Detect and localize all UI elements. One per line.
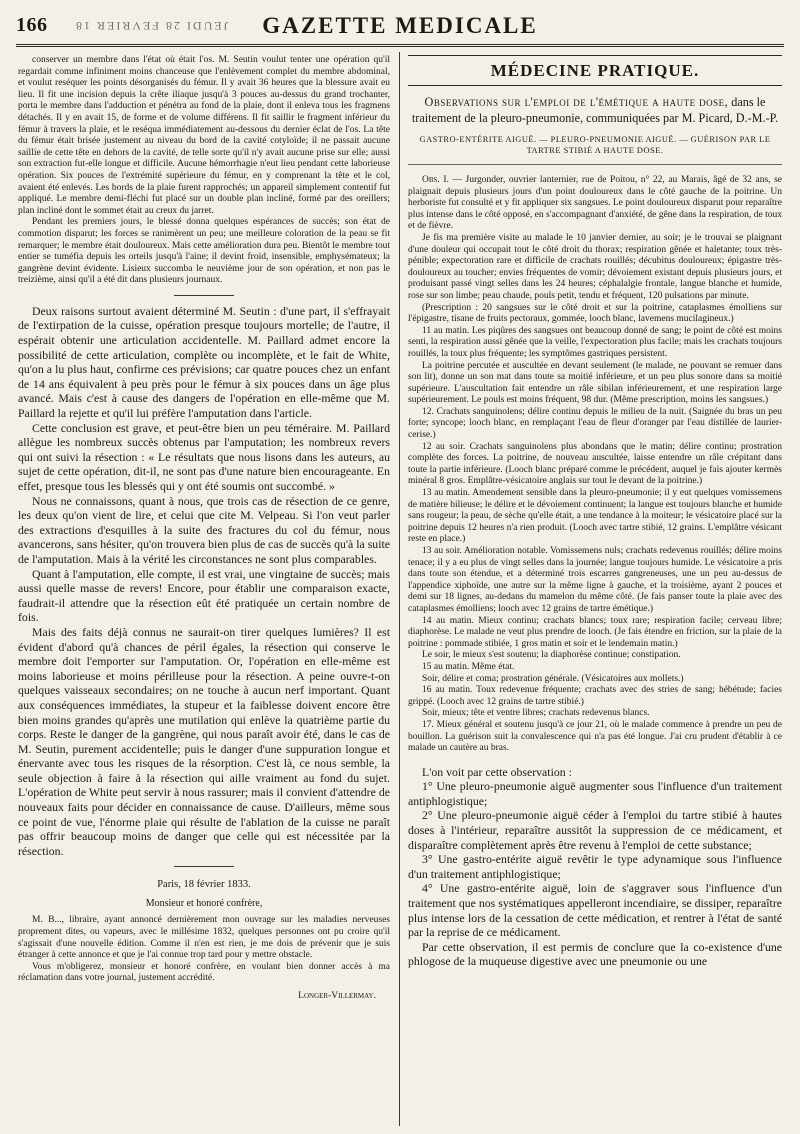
letter-date: Paris, 18 février 1833. <box>157 879 251 891</box>
column-divider <box>399 52 400 1126</box>
observation-paragraph: Soir, délire et coma; prostration générale. (Vésicatoires aux mollets.) <box>422 673 684 684</box>
right-column <box>408 55 782 1125</box>
masthead: GAZETTE MEDICALE <box>262 13 538 38</box>
observation-paragraph: 15 au matin. Même état. <box>422 661 515 672</box>
observation-paragraph: 11 au matin. Les piqûres des sangsues ont beaucoup donné de sang; le point de côté est moins senti, la respiration aussi gênée que la veille, l'expectoration plus facile; mais les crachats toujours rouillés, la toux plus fréquente; les symptômes gastriques persistent. <box>408 325 782 359</box>
page-header <box>16 10 784 44</box>
case-paragraph: conserver un membre dans l'état où était l'os. M. Seutin voulut tenter une opération qu'il regardait comme infiniment moins chanceuse que l'enlèvement complet du membre abdominal, et voulut reséquer les points désorganisés du fémur. Il y avait 36 heures que la blessure avait eu lieu. Il fit une incision depuis la crête iliaque jusqu'à 3 pouces au-dessus du grand trochanter, porta le membre dans l'adduction et pénétra au fond de la plaie, dont il enleva tous les fragmens détachés. Il y en avait 15, de forme et de volume différens. Il fit saillir le fragment inférieur du fémur à travers la plaie, et le reséqua immédiatement au-dessous du dernier éclat de l'os. La tête du fémur était brisée justement au niveau du bord de la cavité cotyloïde; il ne passait aucune saillie de cette tête en dehors de la cavité, de telle sorte qu'il n'y avait aucune prise sur elle; aussi son extraction fut-elle longue et difficile. Aucune hémorrhagie n'eut lieu pendant cette laborieuse opération. Six pouces de l'extrémité supérieure du fémur, en y comprenant la tête et le col, avaient été enlevés. Les bords de la plaie furent rapprochés; un appareil simplement contentif fut appliqué. Le membre demi-fléchi fut placé sur un double plan incliné, formé par des oreillers; plan incliné dont le sommet était au creux du jarret. <box>18 55 390 216</box>
conclusion-item: 2° Une pleuro-pneumonie aiguë céder à l'emploi du tartre stibié à hautes doses à l'intérieur, reparaître aussitôt la suppression de ce médicament, et disparaître complètement après être revenu à l'emploi de cette substance; <box>408 808 782 852</box>
observation-paragraph: 13 au matin. Amendement sensible dans la pleuro-pneumonie; il y eut quelques vomissemens de matière bilieuse; le délire et le dévoiement continuent; la langue est toujours blanche et humide sans rougeur; la peau, de sèche qu'elle était, a une tendance à la moiteur; le vésicatoire placé sur la poitrine depuis 12 heures n'a rien produit. (Looch avec tartre stibié, 12 grains. L'emplâtre vésicant reste en place.) <box>408 488 782 545</box>
observation-paragraph: Je fis ma première visite au malade le 10 janvier dernier, au soir; je le trouvai se plaignant d'une douleur qui occupait tout le côté droit du thorax; respiration gênée et haletante; toux très-pénible; expectoration rare et difficile de crachats rouillés; décubitus douloureux; épigastre très-douloureux au toucher; envies fréquentes de vomir; dévoiement existant depuis plusieurs jours, et produisant passé vingt selles dans les 24 heures; céphalalgie frontale, langue blanche et humide, rose sur son limbe; peau chaude, pouls petit, tendu et fréquent, 120 pulsations par minute. <box>408 232 782 301</box>
observation-paragraph: 17. Mieux général et soutenu jusqu'à ce jour 21, où le malade commence à prendre un peu de bouillon. La guérison suit la convalescence qui n'a pas été longue. J'ai cru prudent d'établir à ce malade un cautère au bras. <box>408 719 782 754</box>
commentary-paragraph: Mais des faits déjà connus ne saurait-on tirer quelques lumières? Il est évident d'abord qu'à chances de péril égales, la résection qui conserve le membre doit l'emporter sur l'amputation. Or, l'opération en elle-même est moins laborieuse et moins périlleuse pour la résection. A peine ouvre-t-on quelques vaisseaux secondaires; on ne touche à aucun nerf important. Quant aux conséquences immédiates, la stupeur et la faiblesse doivent encore être bien moins grandes qu'après une mutilation qui enlève la quatrième partie du corps. Reste le danger de la gangrène, qui nous paraît avoir été, dans le cas de M. Seutin, purement accidentelle; puis le danger d'une suppuration longue et énervante avec tous les risques de la résorption. C'est là, ce nous semble, la seule objection à faire à la résection qui aille vraiment au fond du sujet. L'opération de White peut servir à nous rassurer; mais il convient d'attendre de nouveaux faits pour décider en connaissance de cause. D'ailleurs, même sous ce point de vue, l'énorme plaie qui résulte de l'ablation de la cuisse ne paraît pas offrir beaucoup moins de danger que celle qui est nécessitée par la résection. <box>18 624 390 858</box>
article-title-rest: dans le traitement de la pleuro-pneumonie, communiquées par M. Picard, D.-M.-P. <box>411 95 779 125</box>
page-number: 166 <box>16 14 48 36</box>
case-paragraph: Pendant les premiers jours, le blessé donna quelques espérances de succès; son état de commotion disparut; les forces se ranimèrent un peu; une meilleure coloration de la peau se fit remarquer; le membre était douloureux. Mais cette amélioration dura peu. Bientôt le membre tout entier se tuméfia depuis les orteils jusqu'à l'aine; il devint froid, insensible, emphysémateux; la gangrène devint évidente. Lisieux succomba le neuvième jour de son opération, et non pas le treizième, ainsi qu'il a été dit dans plusieurs journaux. <box>18 217 390 286</box>
letter-salutation: Monsieur et honoré confrère, <box>145 898 263 910</box>
observation-paragraph: Le soir, le mieux s'est soutenu; la diaphorèse continue; constipation. <box>422 650 681 661</box>
commentary-paragraph: Cette conclusion est grave, et peut-être bien un peu téméraire. M. Paillard allègue les nombreux succès obtenus par l'amputation; les nombreux revers qui ont suivi la résection : « Le résultats que nous lisons dans les auteurs, au sujet de cette opération, dit-il, ne sont pas d'une nature bien encourageante. En effet, presque tous les blessés qui y ont été soumis ont succombé. » <box>18 420 390 493</box>
observation-paragraph: 13 au soir. Amélioration notable. Vomissemens nuls; crachats redevenus rouillés; délire moins tenace; il y a eu plus de vingt selles dans la journée; langue toujours humide. Le vésicatoire a pris dans toute son étendue, et a déterminé trois escarres gangreneuses, une un peu au-dessus de l'appendice xiphoïde, une autre sur la même ligne à gauche, et la troisième, ayant 2 pouces et demi sur 18 lignes, au-dedans du mamelon du même côté. (Je fais panser toute la plaie avec des cataplasmes émolliens; looch avec 12 grains de tartre émétique.) <box>408 546 782 614</box>
conclusion-item: 3° Une gastro-entérite aiguë revêtir le type adynamique sous l'influence d'un traitement antiphlogistique; <box>408 852 782 881</box>
letter-paragraph: M. B..., libraire, ayant annoncé dernièrement mon ouvrage sur les maladies nerveuses proprement dites, ou vapeurs, avec le millésime 1832, quelques personnes ont pu croire qu'il s'agissait d'une nouvelle édition. Comme il n'en est rien, je me dois de prévenir que je suis étranger à cette annonce et que je l'ai connue trop tard pour y mettre obstacle. <box>18 915 390 961</box>
commentary-paragraph: Quant à l'amputation, elle compte, il est vrai, une vingtaine de succès; mais aussi quelle masse de revers! Encore, pour établir une comparaison exacte, faudrait-il attendre que la résection eût été pratiquée un certain nombre de fois. <box>18 566 390 625</box>
conclusion-item: 4° Une gastro-entérite aiguë, loin de s'aggraver sous l'influence d'un traitement que nos systématiques appelleront incendiaire, se dissiper, reparaître plus intense lors de la cessation de cette médication, et rentrer à l'état de santé par la reprise de ce médicament. <box>408 881 782 940</box>
observation-paragraph: 12 au soir. Crachats sanguinolens plus abondans que le matin; délire continu; prostration complète des forces. La poitrine, de nouveau auscultée, laisse entendre un râle crépitant dans toute la partie inférieure. (Looch blanc préparé comme le précédent, auquel je fais ajouter kermès minéral 8 gros. Emplâtre-vésicatoire anglais sur tout le devant de la poitrine.) <box>408 441 782 487</box>
running-date-bleed: JEUDI 28 FEVRIER 18 <box>74 19 229 33</box>
observation-paragraph: Soir, mieux; tête et ventre libres; crachats redevenus blancs. <box>422 708 650 719</box>
observation-label: Obs. I. <box>422 175 449 185</box>
commentary-paragraph: Nous ne connaissons, quant à nous, que trois cas de résection de ce genre, les deux qu'on vient de lire, et celui que cite M. Velpeau. Si l'on veut parler des extractions d'esquilles à la suite des fractures du col du fémur, nous avancerons, sans hésiter, qu'on trouvera bien plus de cas de succès qu'à la suite de l'amputation. Mais à la vérité les circonstances ne sont plus comparables. <box>18 493 390 566</box>
conclusion-item: 1° Une pleuro-pneumonie aiguë augmenter sous l'influence d'un traitement antiphlogistique; <box>408 779 782 808</box>
left-column <box>18 55 390 1125</box>
observation-paragraph: 12. Crachats sanguinolens; délire continu depuis le milieu de la nuit. (Saignée du bras un peu forte; syncope; looch blanc, en remplaçant l'eau de fleur d'oranger par l'eau distillée de laurier-cerise.) <box>408 406 782 441</box>
header-rule <box>16 44 784 47</box>
article-title-caps: Observations sur l'emploi de l'émétique a haute dose, <box>424 95 729 109</box>
observation-paragraph: 14 au matin. Mieux continu; crachats blancs; toux rare; respiration facile; cerveau libre; diaphorèse. Le malade ne veut plus prendre de looch. (Je fais étendre en friction, sur la plaie de la poitrine : pommade stibiée, 1 gros matin et soir et le lendemain matin.) <box>408 615 782 649</box>
observation-paragraph: 16 au matin. Toux redevenue fréquente; crachats avec des stries de sang; hébétude; facies grippé. (Looch avec 12 grains de tartre stibié.) <box>408 685 782 707</box>
article-subtitle: GASTRO-ENTÉRITE AIGUË. — PLEURO-PNEUMONIE AIGUË. — GUÉRISON PAR LE TARTRE STIBIÉ A HAUTE DOSE. <box>408 134 782 165</box>
commentary-paragraph: Deux raisons surtout avaient déterminé M. Seutin : d'une part, il s'effrayait de l'extirpation de la cuisse, opération presque toujours mortelle; de l'autre, il espérait obtenir une articulation accidentelle. M. Paillard admet encore la possibilité de cette articulation, complète ou incomplète, et le fait de White, qu'on a lu plus haut, confirme ces prévisions; car quatre pouces chez un enfant de 14 ans équivalent à peu près pour le fémur à six pouces dans un âge plus avancé. Mais c'est à cause des dangers de l'opération en elle-même que M. Paillard la rejette et qu'il lui préfère l'amputation dans l'article. <box>18 303 390 421</box>
observation-paragraph: (Prescription : 20 sangsues sur le côté droit et sur la poitrine, cataplasmes émolliens sur l'épigastre, tisane de fruits pectoraux, gommée, looch blanc, lavemens mucilagineux.) <box>408 302 782 325</box>
section-separator <box>174 866 234 867</box>
observation-paragraph: La poitrine percutée et auscultée en devant seulement (le malade, ne pouvant se remuer dans son lit), donne un son mat dans toute sa moitié inférieure, et un peu plus sonore dans sa moitié supérieure. L'auscultation fait entendre un râle sibilan inférieurement, et une respiration large supérieurement. Le pouls est moins fréquent, 98 dur. (Même prescription, moins les sangsues.) <box>408 360 782 406</box>
letter-paragraph: Vous m'obligerez, monsieur et honoré confrère, en voulant bien donner accès à ma réclamation dans votre journal, justement accrédité. <box>18 961 390 984</box>
observation-paragraph <box>408 175 782 233</box>
letter-signature: Longer-Villermay. <box>298 991 376 1001</box>
section-title: MÉDECINE PRATIQUE. <box>408 55 782 86</box>
observation-text: — Jurgonder, ouvrier lanternier, rue de Poitou, n° 22, au Marais, âgé de 32 ans, se plaignait depuis plusieurs jours d'un point douloureux dans le côté gauche de la poitrine. Un herboriste fut consulté et y fit appliquer six sangsues. Le point douloureux disparut pour reparaître plus intense dans le côté opposé, en s'accompagnant d'anxiété, de gêne dans la respiration, de toux et de fièvre. <box>408 175 782 232</box>
closing-paragraph: Par cette observation, il est permis de conclure que la co-existence d'une phlogose de la muqueuse digestive avec une pneumonie ou une <box>408 939 782 969</box>
article-title <box>408 94 782 126</box>
conclusions-intro: L'on voit par cette observation : <box>422 764 572 779</box>
section-separator <box>174 295 234 296</box>
